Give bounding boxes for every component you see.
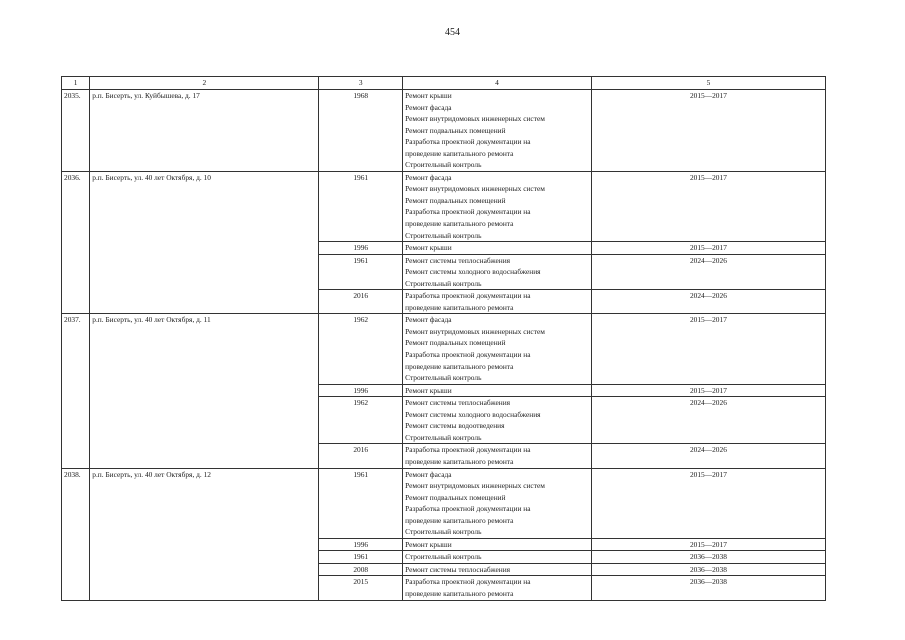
repair-period: 2036—2038 bbox=[591, 551, 825, 564]
work-item: Ремонт подвальных помещений bbox=[405, 195, 506, 205]
repair-year: 2015 bbox=[319, 576, 403, 600]
repair-period: 2015—2017 bbox=[591, 171, 825, 241]
repair-year: 1968 bbox=[319, 90, 403, 172]
work-item: Ремонт фасада bbox=[405, 172, 452, 182]
work-item: Ремонт крыши bbox=[405, 539, 452, 549]
work-item: Ремонт внутридомовых инженерных систем bbox=[405, 114, 545, 124]
work-item: Ремонт крыши bbox=[405, 91, 452, 100]
work-types bbox=[403, 254, 592, 290]
repair-period: 2015—2017 bbox=[591, 468, 825, 538]
work-types bbox=[403, 171, 592, 241]
work-types bbox=[403, 384, 592, 397]
work-item: проведение капитального ремонта bbox=[405, 219, 514, 229]
work-types bbox=[403, 563, 592, 576]
building-address: р.п. Бисерть, ул. Куйбышева, д. 17 bbox=[90, 90, 319, 172]
work-item: Ремонт крыши bbox=[405, 385, 452, 395]
work-item: Ремонт фасада bbox=[405, 315, 452, 325]
work-item: Ремонт системы холодного водоснабжения bbox=[405, 409, 541, 419]
repair-period: 2015—2017 bbox=[591, 384, 825, 397]
work-item: проведение капитального ремонта bbox=[405, 148, 514, 158]
repair-period: 2036—2038 bbox=[591, 563, 825, 576]
repair-year: 1961 bbox=[319, 468, 403, 538]
work-item: проведение капитального ремонта bbox=[405, 515, 514, 525]
table-row bbox=[62, 90, 826, 172]
column-number-3: 3 bbox=[319, 77, 403, 90]
work-item: Ремонт фасада bbox=[405, 469, 452, 479]
work-item: Строительный контроль bbox=[405, 373, 482, 383]
work-item: Разработка проектной документации на bbox=[405, 350, 531, 360]
column-number-2: 2 bbox=[90, 77, 319, 90]
repair-year: 1996 bbox=[319, 242, 403, 255]
column-number-1: 1 bbox=[62, 77, 90, 90]
work-item: Ремонт системы теплоснабжения bbox=[405, 398, 511, 408]
work-item: Строительный контроль bbox=[405, 278, 482, 288]
repair-year: 1961 bbox=[319, 551, 403, 564]
work-types bbox=[403, 468, 592, 538]
repair-period: 2015—2017 bbox=[591, 314, 825, 384]
repair-year: 1962 bbox=[319, 397, 403, 444]
work-item: Строительный контроль bbox=[405, 230, 482, 240]
work-item: Разработка проектной документации на bbox=[405, 207, 531, 217]
work-item: Ремонт внутридомовых инженерных систем bbox=[405, 326, 545, 336]
work-item: Ремонт подвальных помещений bbox=[405, 125, 506, 135]
work-item: Ремонт фасада bbox=[405, 102, 452, 112]
work-types bbox=[403, 538, 592, 551]
work-item: Ремонт системы теплоснабжения bbox=[405, 255, 511, 265]
repair-year: 2008 bbox=[319, 563, 403, 576]
work-item: проведение капитального ремонта bbox=[405, 302, 514, 312]
repair-year: 1961 bbox=[319, 171, 403, 241]
repair-schedule-table bbox=[61, 76, 826, 601]
work-item: Ремонт крыши bbox=[405, 243, 452, 253]
entry-number: 2036. bbox=[62, 171, 90, 314]
repair-period: 2036—2038 bbox=[591, 576, 825, 600]
work-types bbox=[403, 551, 592, 564]
repair-period: 2024—2026 bbox=[591, 254, 825, 290]
entry-number: 2037. bbox=[62, 314, 90, 468]
work-item: Строительный контроль bbox=[405, 160, 482, 170]
work-item: проведение капитального ремонта bbox=[405, 361, 514, 371]
work-item: Ремонт системы холодного водоснабжения bbox=[405, 267, 541, 277]
repair-year: 2016 bbox=[319, 290, 403, 314]
repair-year: 2016 bbox=[319, 444, 403, 468]
repair-period: 2015—2017 bbox=[591, 90, 825, 172]
work-types bbox=[403, 444, 592, 468]
work-item: Ремонт системы водоотведения bbox=[405, 421, 505, 431]
work-item: Ремонт подвальных помещений bbox=[405, 492, 506, 502]
work-item: Строительный контроль bbox=[405, 552, 482, 562]
work-types bbox=[403, 90, 592, 172]
work-types bbox=[403, 242, 592, 255]
column-number-4: 4 bbox=[403, 77, 592, 90]
column-number-5: 5 bbox=[591, 77, 825, 90]
work-item: Разработка проектной документации на bbox=[405, 445, 531, 455]
entry-number: 2035. bbox=[62, 90, 90, 172]
work-types bbox=[403, 290, 592, 314]
repair-period: 2015—2017 bbox=[591, 242, 825, 255]
repair-year: 1961 bbox=[319, 254, 403, 290]
work-types bbox=[403, 576, 592, 600]
entry-number: 2038. bbox=[62, 468, 90, 600]
work-item: Строительный контроль bbox=[405, 527, 482, 537]
work-item: Ремонт внутридомовых инженерных систем bbox=[405, 184, 545, 194]
building-address: р.п. Бисерть, ул. 40 лет Октября, д. 10 bbox=[90, 171, 319, 314]
work-item: проведение капитального ремонта bbox=[405, 588, 514, 598]
page-number: 454 bbox=[445, 27, 460, 38]
work-item: Разработка проектной документации на bbox=[405, 577, 531, 587]
repair-period: 2024—2026 bbox=[591, 290, 825, 314]
table-row bbox=[62, 171, 826, 241]
table-row bbox=[62, 314, 826, 384]
work-item: Разработка проектной документации на bbox=[405, 291, 531, 301]
column-number-row bbox=[62, 77, 826, 90]
repair-year: 1996 bbox=[319, 384, 403, 397]
table-body bbox=[62, 77, 826, 601]
repair-period: 2024—2026 bbox=[591, 397, 825, 444]
repair-year: 1962 bbox=[319, 314, 403, 384]
work-types bbox=[403, 314, 592, 384]
work-item: Ремонт внутридомовых инженерных систем bbox=[405, 481, 545, 491]
repair-year: 1996 bbox=[319, 538, 403, 551]
repair-period: 2024—2026 bbox=[591, 444, 825, 468]
work-types bbox=[403, 397, 592, 444]
work-item: Ремонт подвальных помещений bbox=[405, 338, 506, 348]
work-item: проведение капитального ремонта bbox=[405, 456, 514, 466]
building-address: р.п. Бисерть, ул. 40 лет Октября, д. 12 bbox=[90, 468, 319, 600]
table-row bbox=[62, 468, 826, 538]
repair-period: 2015—2017 bbox=[591, 538, 825, 551]
work-item: Строительный контроль bbox=[405, 432, 482, 442]
building-address: р.п. Бисерть, ул. 40 лет Октября, д. 11 bbox=[90, 314, 319, 468]
work-item: Разработка проектной документации на bbox=[405, 504, 531, 514]
work-item: Разработка проектной документации на bbox=[405, 137, 531, 147]
work-item: Ремонт системы теплоснабжения bbox=[405, 564, 511, 574]
